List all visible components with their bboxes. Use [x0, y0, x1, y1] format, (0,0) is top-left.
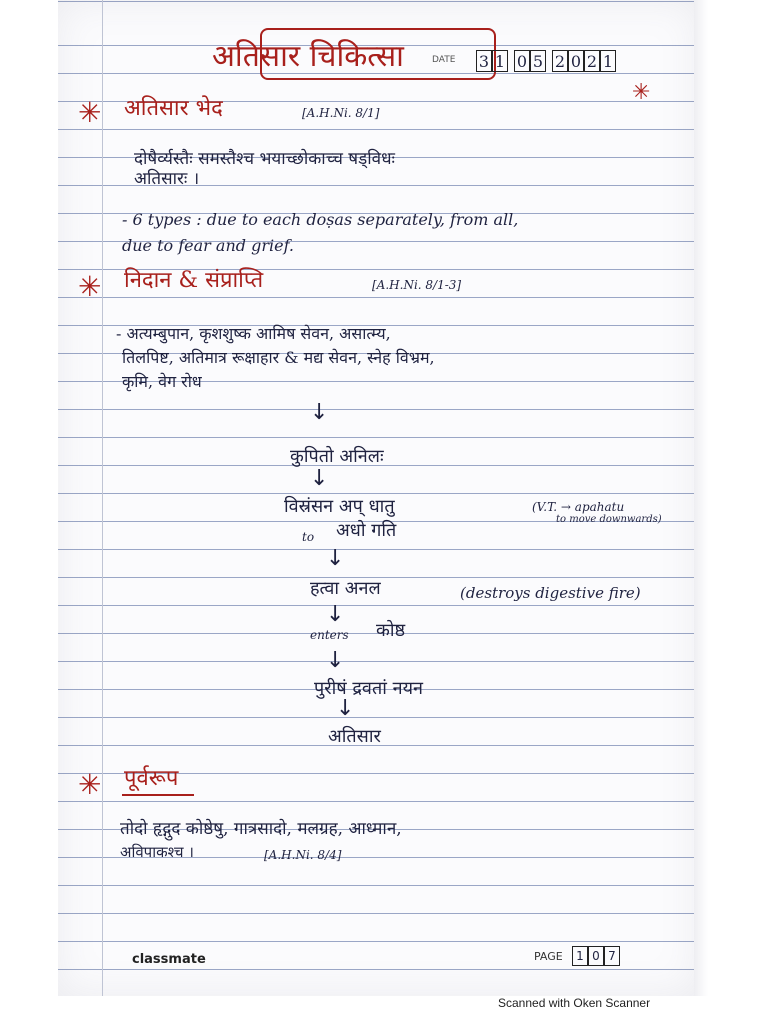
reference-nidana: [A.H.Ni. 8/1-3] — [372, 278, 462, 292]
english-note: due to fear and grief. — [122, 236, 294, 255]
flow-step: कोष्ठ — [376, 620, 406, 641]
asterisk-icon: ✳ — [78, 96, 102, 129]
flow-step: विस्रंसन अप् धातु — [284, 496, 395, 517]
nidana-line: कृमि, वेग रोध — [122, 372, 202, 391]
section-heading-bheda: अतिसार भेद — [124, 96, 223, 121]
flow-note: to move downwards) — [556, 514, 662, 525]
down-arrow-icon: ↓ — [310, 400, 329, 425]
purvarupa-line: तोदो हृद्गुद कोष्ठेषु, गात्रसादो, मलग्रह, आध्मान, — [120, 819, 402, 839]
flow-note: (destroys digestive fire) — [460, 584, 641, 602]
date-digit-3: 0 — [514, 50, 530, 72]
down-arrow-icon: ↓ — [336, 696, 355, 721]
down-arrow-icon: ↓ — [310, 466, 329, 491]
shloka-line: अतिसारः । — [134, 169, 200, 189]
date-digit-6: 0 — [568, 50, 584, 72]
flow-step: कुपितो अनिलः — [290, 446, 384, 467]
date-digit-7: 2 — [584, 50, 600, 72]
page-title: अतिसार चिकित्सा — [212, 39, 404, 74]
down-arrow-icon: ↓ — [326, 546, 345, 571]
flow-step: पुरीषं द्रवतां नयन — [314, 678, 424, 699]
section-heading-purvarupa: पूर्वरूप — [124, 766, 179, 791]
heading-underline — [122, 794, 194, 796]
date-digit-5: 2 — [552, 50, 568, 72]
nidana-line: तिलपिष्ट, अतिमात्र रूक्षाहार & मद्य सेवन, स्नेह विभ्रम, — [122, 348, 435, 367]
notebook-brand: classmate — [132, 952, 206, 967]
shloka-line: दोषैर्व्यस्तैः समस्तैश्च भयाच्छोकाच्च षड्विधः — [134, 149, 395, 169]
flow-note-prefix: to — [302, 530, 315, 544]
flow-step: हत्वा अनल — [310, 578, 381, 599]
date-digit-4: 5 — [530, 50, 546, 72]
date-digit-8: 1 — [600, 50, 616, 72]
page-edge — [694, 0, 708, 996]
down-arrow-icon: ↓ — [326, 602, 345, 627]
english-note: - 6 types : due to each doṣas separately, from all, — [122, 210, 519, 229]
flow-step: अतिसार — [328, 726, 381, 747]
flow-note: (V.T. → apahatu — [532, 500, 625, 514]
nidana-line: - अत्यम्बुपान, कृशशुष्क आमिष सेवन, असात्म्य, — [116, 324, 391, 343]
date-label: DATE — [432, 55, 456, 65]
reference-purvarupa: [A.H.Ni. 8/4] — [264, 848, 342, 862]
page-digit-2: 0 — [588, 946, 604, 966]
asterisk-icon: ✳ — [78, 768, 102, 801]
flow-substep: अधो गति — [336, 520, 397, 541]
margin-line — [102, 0, 103, 996]
scanner-watermark: Scanned with Oken Scanner — [498, 996, 651, 1010]
flow-note-prefix: enters — [310, 628, 349, 642]
page-label: PAGE — [534, 950, 563, 963]
date-digit-1: 3 — [476, 50, 492, 72]
asterisk-icon: ✳ — [78, 270, 102, 303]
notebook-page — [58, 0, 698, 996]
reference-bheda: [A.H.Ni. 8/1] — [302, 106, 380, 120]
page-digit-1: 1 — [572, 946, 588, 966]
page-digit-3: 7 — [604, 946, 620, 966]
section-heading-nidana: निदान & संप्राप्ति — [124, 268, 264, 293]
down-arrow-icon: ↓ — [326, 648, 345, 673]
purvarupa-line: अविपाकश्च । — [120, 843, 194, 861]
asterisk-icon: ✳ — [632, 80, 651, 105]
date-digit-2: 1 — [492, 50, 508, 72]
